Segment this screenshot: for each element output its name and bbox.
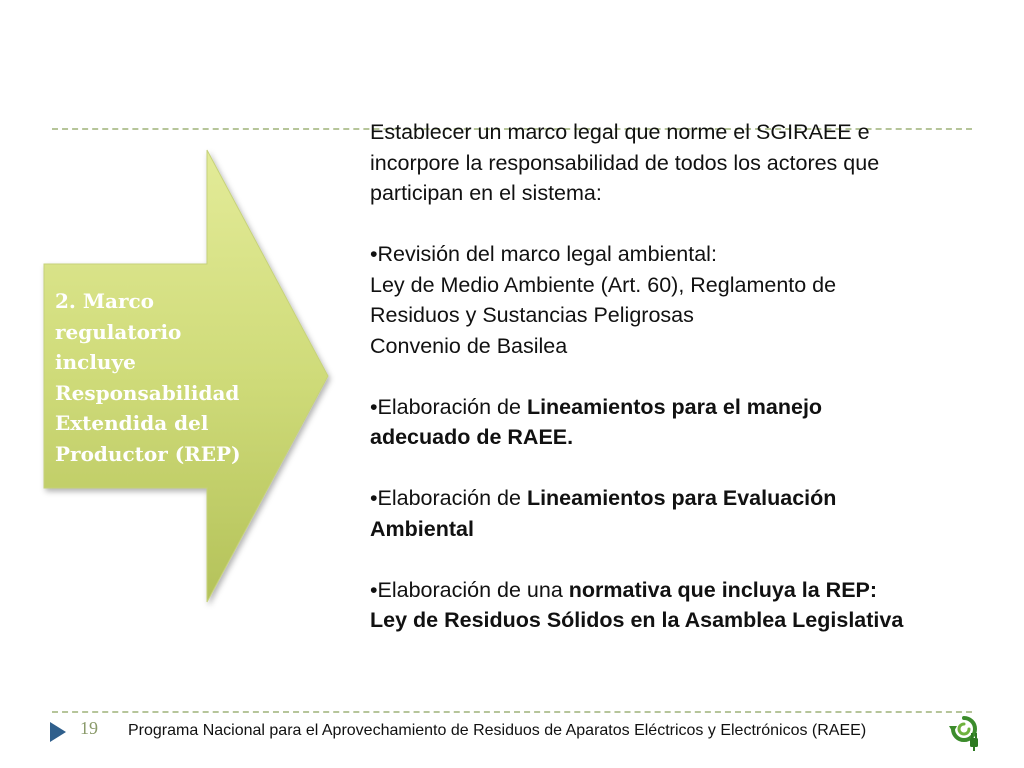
arrow-label [55,286,270,469]
bullet-bold: Lineamientos para Evaluación Ambiental [370,486,837,541]
bullet-lineamientos-evaluacion [370,483,920,544]
bullet-revision-title: •Revisión del marco legal ambiental: [370,242,717,266]
bottom-divider [52,711,972,713]
footer-text: Programa Nacional para el Aprovechamiento de Residuos de Aparatos Eléctricos y Electrónicos (RAEE) [128,722,867,739]
arrow-label-line: regulatorio [55,319,182,344]
bullet-lineamientos-raee [370,392,920,453]
intro-paragraph: Establecer un marco legal que norme el SGIRAEE e incorpore la responsabilidad de todos los actores que participan en el sistema: [370,120,880,205]
page-number: 19 [80,718,98,738]
bullet-revision-convention: Convenio de Basilea [370,333,568,358]
bullet-bold: normativa que incluya la REP: Ley de Residuos Sólidos en la Asamblea Legislativa [370,577,904,632]
arrow-label-line: Extendida del [55,411,209,435]
bullet-revision-laws: Ley de Medio Ambiente (Art. 60), Reglamento de Residuos y Sustancias Peligrosas [370,272,837,327]
arrow-label-line: Productor (REP) [55,441,241,466]
bullet-prefix: •Elaboración de [370,486,527,510]
recycle-plug-logo-icon [946,712,982,752]
arrow-label-line: 2. Marco [55,289,154,313]
bullet-prefix: •Elaboración de [370,394,527,419]
arrow-label-line: Responsabilidad [55,380,240,405]
bullet-normativa-rep [370,575,920,636]
arrow-label-line: incluye [55,350,136,374]
bullet-bold: Lineamientos para el manejo adecuado de RAEE. [370,394,823,449]
footer-triangle-icon [50,722,66,742]
bullet-prefix: •Elaboración de una [370,577,569,602]
slide-content [370,117,920,636]
